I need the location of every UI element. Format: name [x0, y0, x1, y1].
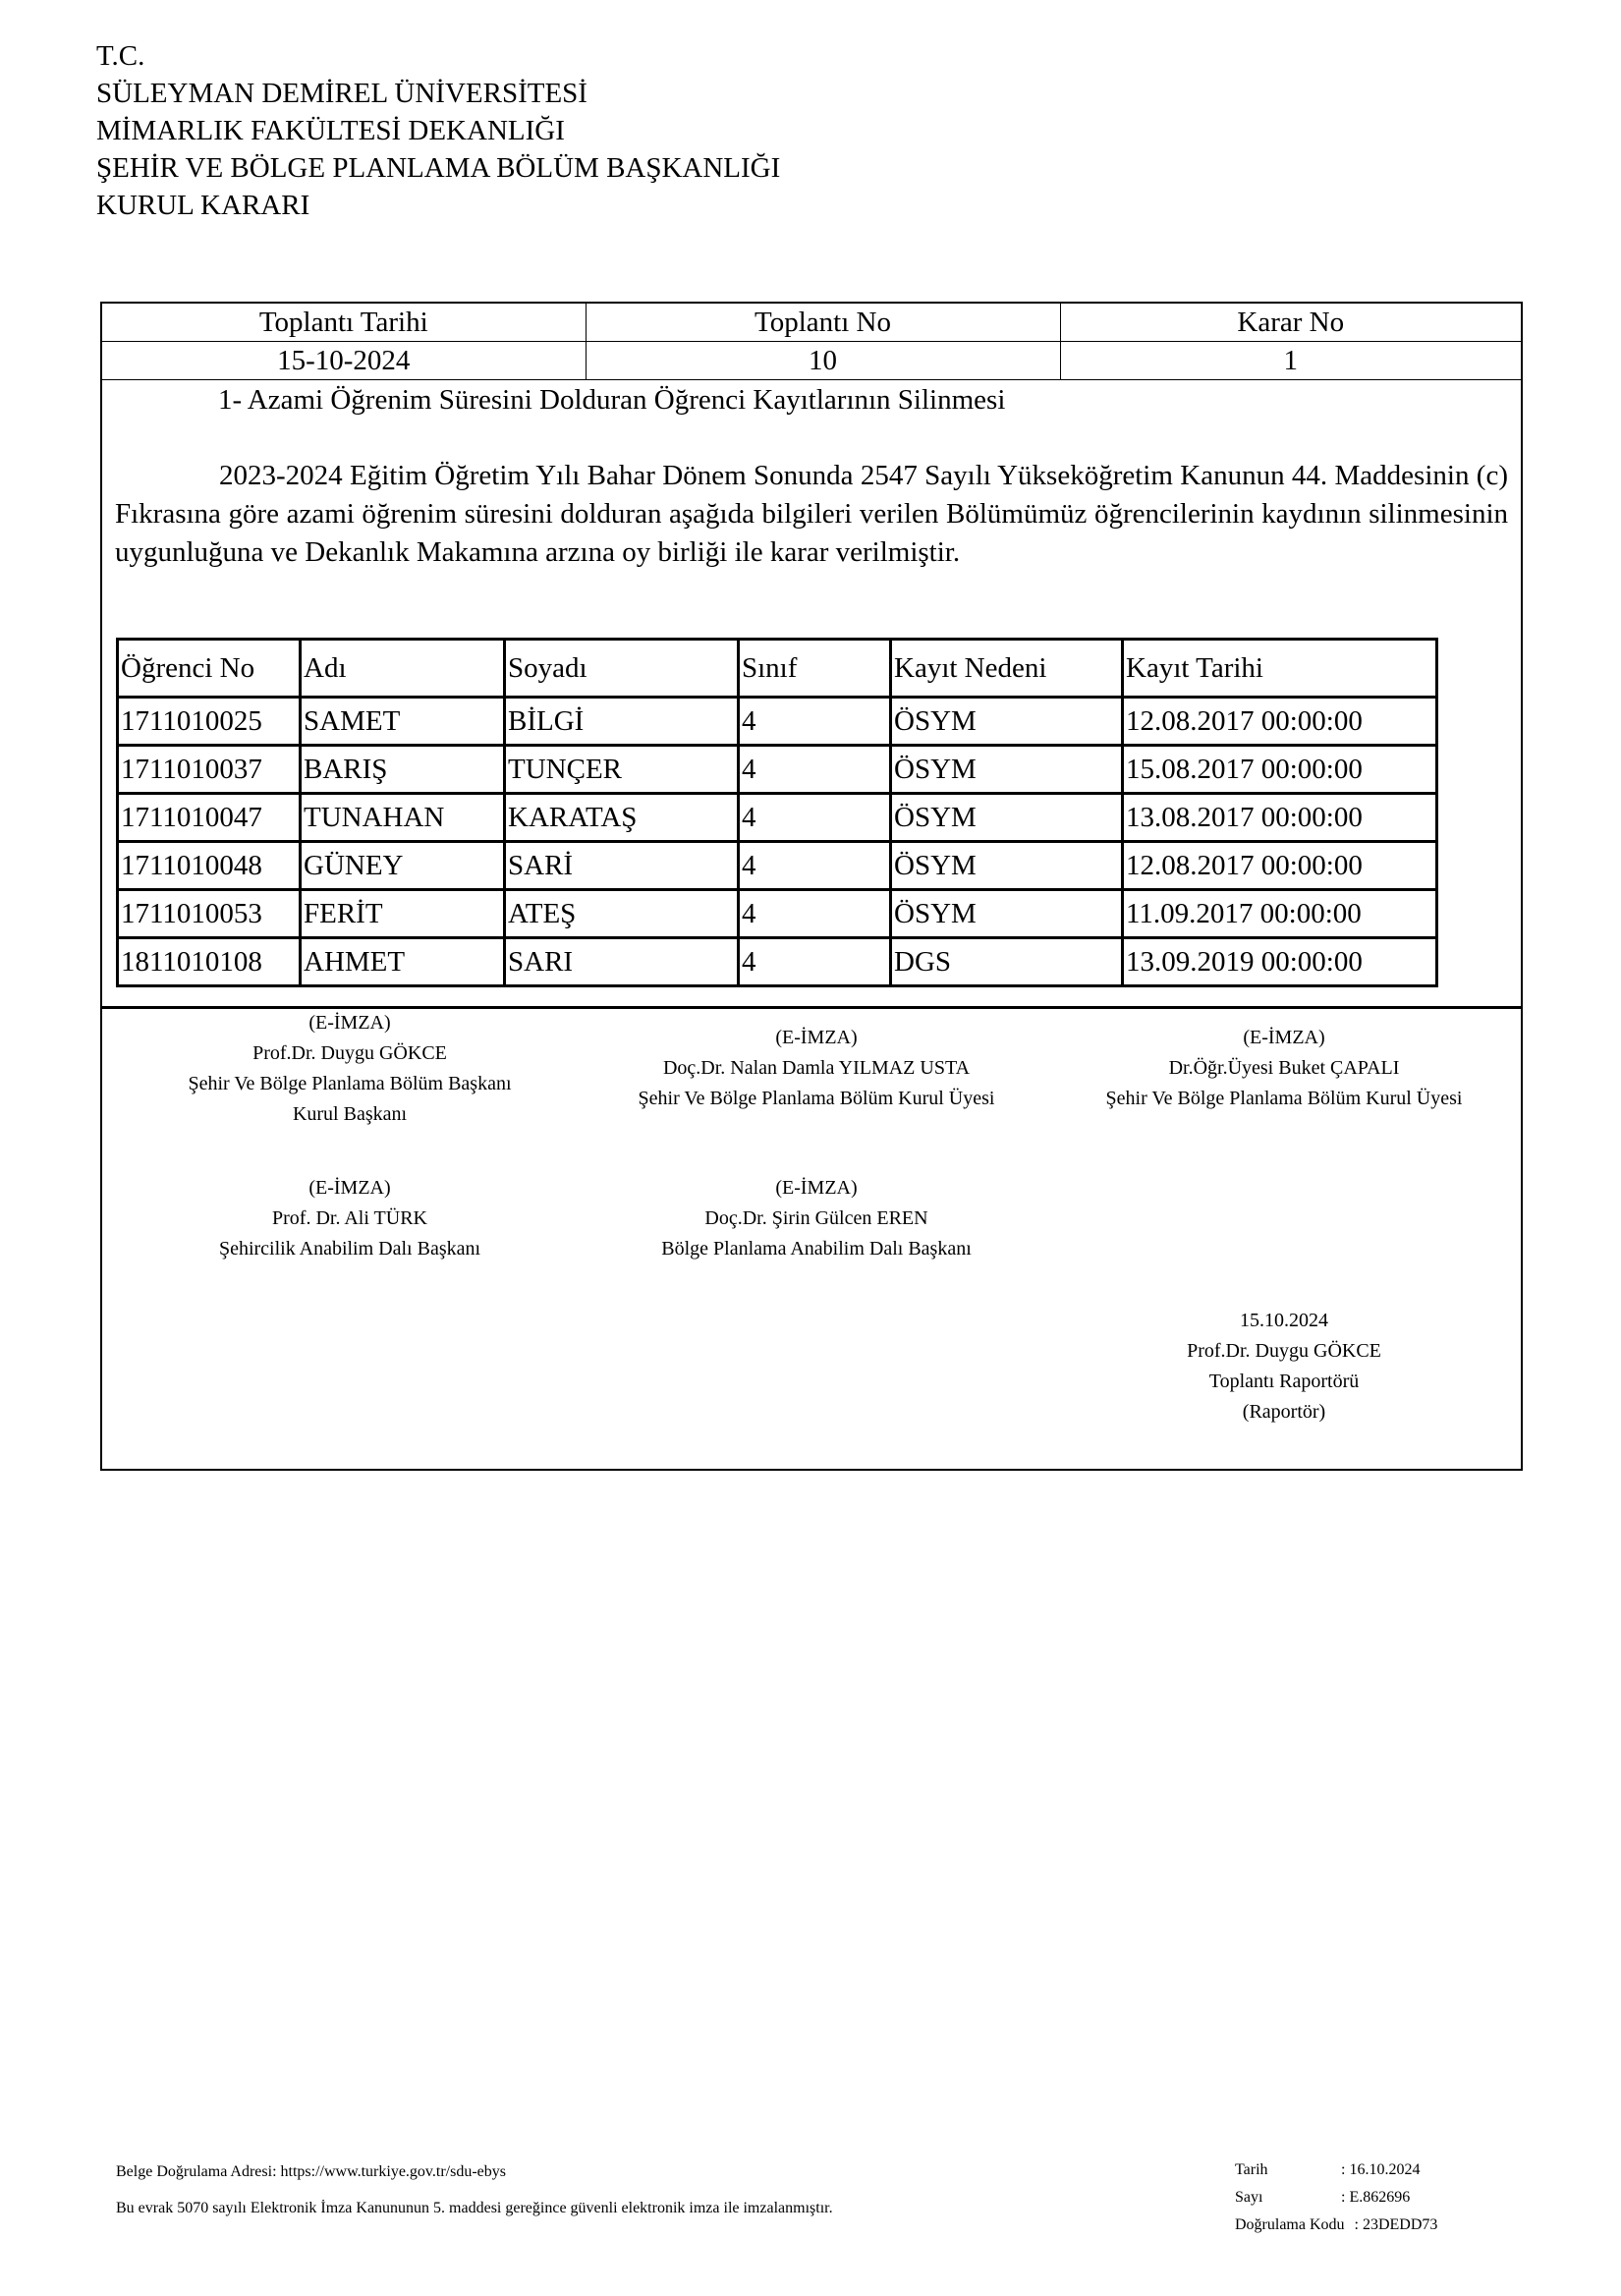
signature-member-1	[639, 1023, 995, 1114]
student-no: 1711010037	[118, 746, 301, 794]
student-no: 1711010048	[118, 842, 301, 890]
footer-date-label: Tarih	[1235, 2161, 1268, 2178]
meeting-number-header: Toplantı No	[586, 304, 1060, 342]
decision-subject: 1- Azami Öğrenim Süresini Dolduran Öğrenci Kayıtlarının Silinmesi	[218, 384, 1006, 416]
signer-title: Şehir Ve Bölge Planlama Bölüm Kurul Üyesi	[638, 1088, 995, 1109]
enroll-reason: ÖSYM	[891, 698, 1123, 746]
signer-name: Doç.Dr. Şirin Gülcen EREN	[704, 1207, 928, 1229]
col-header-class: Sınıf	[739, 640, 891, 698]
header-line-university: SÜLEYMAN DEMİREL ÜNİVERSİTESİ	[96, 78, 587, 109]
signature-member-4	[661, 1173, 972, 1264]
enroll-reason: ÖSYM	[891, 890, 1123, 938]
meeting-info-table	[102, 304, 1521, 380]
enroll-reason: ÖSYM	[891, 842, 1123, 890]
e-signature-note: Bu evrak 5070 sayılı Elektronik İmza Kanununun 5. maddesi gereğince güvenli elektronik imza ile imzalanmıştır.	[116, 2200, 833, 2216]
footer-document-info	[1235, 2156, 1437, 2239]
footer-date-row	[1235, 2156, 1437, 2184]
footer-number-row	[1235, 2184, 1437, 2212]
decision-box	[100, 302, 1523, 1471]
rapporteur-date: 15.10.2024	[1240, 1310, 1328, 1331]
verification-address: Belge Doğrulama Adresi: https://www.turkiye.gov.tr/sdu-ebys	[116, 2163, 506, 2180]
rapporteur-role: (Raportör)	[1242, 1401, 1326, 1423]
meeting-date-value: 15-10-2024	[102, 342, 586, 380]
signer-name: Dr.Öğr.Üyesi Buket ÇAPALI	[1168, 1057, 1400, 1079]
first-name: TUNAHAN	[301, 794, 505, 842]
student-no: 1711010025	[118, 698, 301, 746]
footer-number-label: Sayı	[1235, 2189, 1263, 2206]
footer-code-value: : 23DEDD73	[1354, 2216, 1438, 2233]
first-name: BARIŞ	[301, 746, 505, 794]
signature-chair	[188, 1008, 511, 1130]
enroll-date: 12.08.2017 00:00:00	[1123, 842, 1437, 890]
last-name: TUNÇER	[505, 746, 739, 794]
rapporteur-name: Prof.Dr. Duygu GÖKCE	[1187, 1340, 1381, 1362]
table-row	[118, 794, 1437, 842]
table-row	[118, 842, 1437, 890]
class: 4	[739, 698, 891, 746]
table-row	[118, 698, 1437, 746]
enroll-date: 13.09.2019 00:00:00	[1123, 938, 1437, 986]
col-header-enroll-reason: Kayıt Nedeni	[891, 640, 1123, 698]
meeting-number-value: 10	[586, 342, 1060, 380]
class: 4	[739, 794, 891, 842]
student-no: 1711010053	[118, 890, 301, 938]
e-signature-mark: (E-İMZA)	[775, 1177, 858, 1199]
last-name: BİLGİ	[505, 698, 739, 746]
col-header-enroll-date: Kayıt Tarihi	[1123, 640, 1437, 698]
footer-verification	[116, 2154, 833, 2226]
header-line-department: ŞEHİR VE BÖLGE PLANLAMA BÖLÜM BAŞKANLIĞI	[96, 152, 781, 184]
enroll-date: 11.09.2017 00:00:00	[1123, 890, 1437, 938]
col-header-last-name: Soyadı	[505, 640, 739, 698]
decision-number-value: 1	[1060, 342, 1521, 380]
e-signature-mark: (E-İMZA)	[775, 1027, 858, 1048]
students-table	[116, 638, 1438, 987]
first-name: FERİT	[301, 890, 505, 938]
header-line-country: T.C.	[96, 40, 145, 72]
enroll-date: 13.08.2017 00:00:00	[1123, 794, 1437, 842]
col-header-student-no: Öğrenci No	[118, 640, 301, 698]
signer-name: Doç.Dr. Nalan Damla YILMAZ USTA	[662, 1057, 971, 1079]
table-row	[118, 746, 1437, 794]
signer-role: Kurul Başkanı	[292, 1103, 408, 1125]
meeting-info-header-row	[102, 304, 1521, 342]
class: 4	[739, 890, 891, 938]
last-name: SARİ	[505, 842, 739, 890]
enroll-reason: ÖSYM	[891, 794, 1123, 842]
decision-body: 2023-2024 Eğitim Öğretim Yılı Bahar Dönem Sonunda 2547 Sayılı Yükseköğretim Kanunun 44. Maddesinin (c) Fıkrasına göre azami öğrenim süresini dolduran aşağıda bilgileri verilen Bölümümüz öğrencilerinin kaydının silinmesinin uygunluğuna ve Dekanlık Makamına arzına oy birliği ile karar verilmiştir.	[115, 460, 1508, 568]
class: 4	[739, 938, 891, 986]
header-line-faculty: MİMARLIK FAKÜLTESİ DEKANLIĞI	[96, 115, 565, 146]
signer-title: Şehir Ve Bölge Planlama Bölüm Kurul Üyesi	[1105, 1088, 1463, 1109]
footer-code-label: Doğrulama Kodu	[1235, 2216, 1345, 2233]
e-signature-mark: (E-İMZA)	[308, 1177, 391, 1199]
students-header-row	[118, 640, 1437, 698]
signer-name: Prof.Dr. Duygu GÖKCE	[252, 1042, 447, 1064]
enroll-reason: DGS	[891, 938, 1123, 986]
signature-member-3	[219, 1173, 480, 1264]
first-name: AHMET	[301, 938, 505, 986]
enroll-date: 12.08.2017 00:00:00	[1123, 698, 1437, 746]
rapporteur-title: Toplantı Raportörü	[1208, 1371, 1360, 1392]
col-header-first-name: Adı	[301, 640, 505, 698]
signature-member-2	[1106, 1023, 1463, 1114]
student-no: 1811010108	[118, 938, 301, 986]
rapporteur-block	[1187, 1306, 1381, 1428]
footer-code-row	[1235, 2212, 1437, 2239]
signer-title: Bölge Planlama Anabilim Dalı Başkanı	[661, 1238, 972, 1260]
class: 4	[739, 746, 891, 794]
header-line-doc-type: KURUL KARARI	[96, 190, 310, 221]
enroll-date: 15.08.2017 00:00:00	[1123, 746, 1437, 794]
e-signature-mark: (E-İMZA)	[308, 1012, 391, 1034]
table-row	[118, 890, 1437, 938]
enroll-reason: ÖSYM	[891, 746, 1123, 794]
first-name: SAMET	[301, 698, 505, 746]
table-row	[118, 938, 1437, 986]
signer-title: Şehir Ve Bölge Planlama Bölüm Başkanı	[188, 1073, 512, 1094]
signer-title: Şehircilik Anabilim Dalı Başkanı	[218, 1238, 481, 1260]
student-no: 1711010047	[118, 794, 301, 842]
last-name: KARATAŞ	[505, 794, 739, 842]
meeting-info-value-row	[102, 342, 1521, 380]
footer-date-value: : 16.10.2024	[1341, 2161, 1421, 2178]
class: 4	[739, 842, 891, 890]
meeting-date-header: Toplantı Tarihi	[102, 304, 586, 342]
last-name: SARI	[505, 938, 739, 986]
first-name: GÜNEY	[301, 842, 505, 890]
document-header	[96, 37, 780, 224]
decision-number-header: Karar No	[1060, 304, 1521, 342]
footer-number-value: : E.862696	[1341, 2189, 1411, 2206]
last-name: ATEŞ	[505, 890, 739, 938]
e-signature-mark: (E-İMZA)	[1243, 1027, 1325, 1048]
signer-name: Prof. Dr. Ali TÜRK	[272, 1207, 427, 1229]
